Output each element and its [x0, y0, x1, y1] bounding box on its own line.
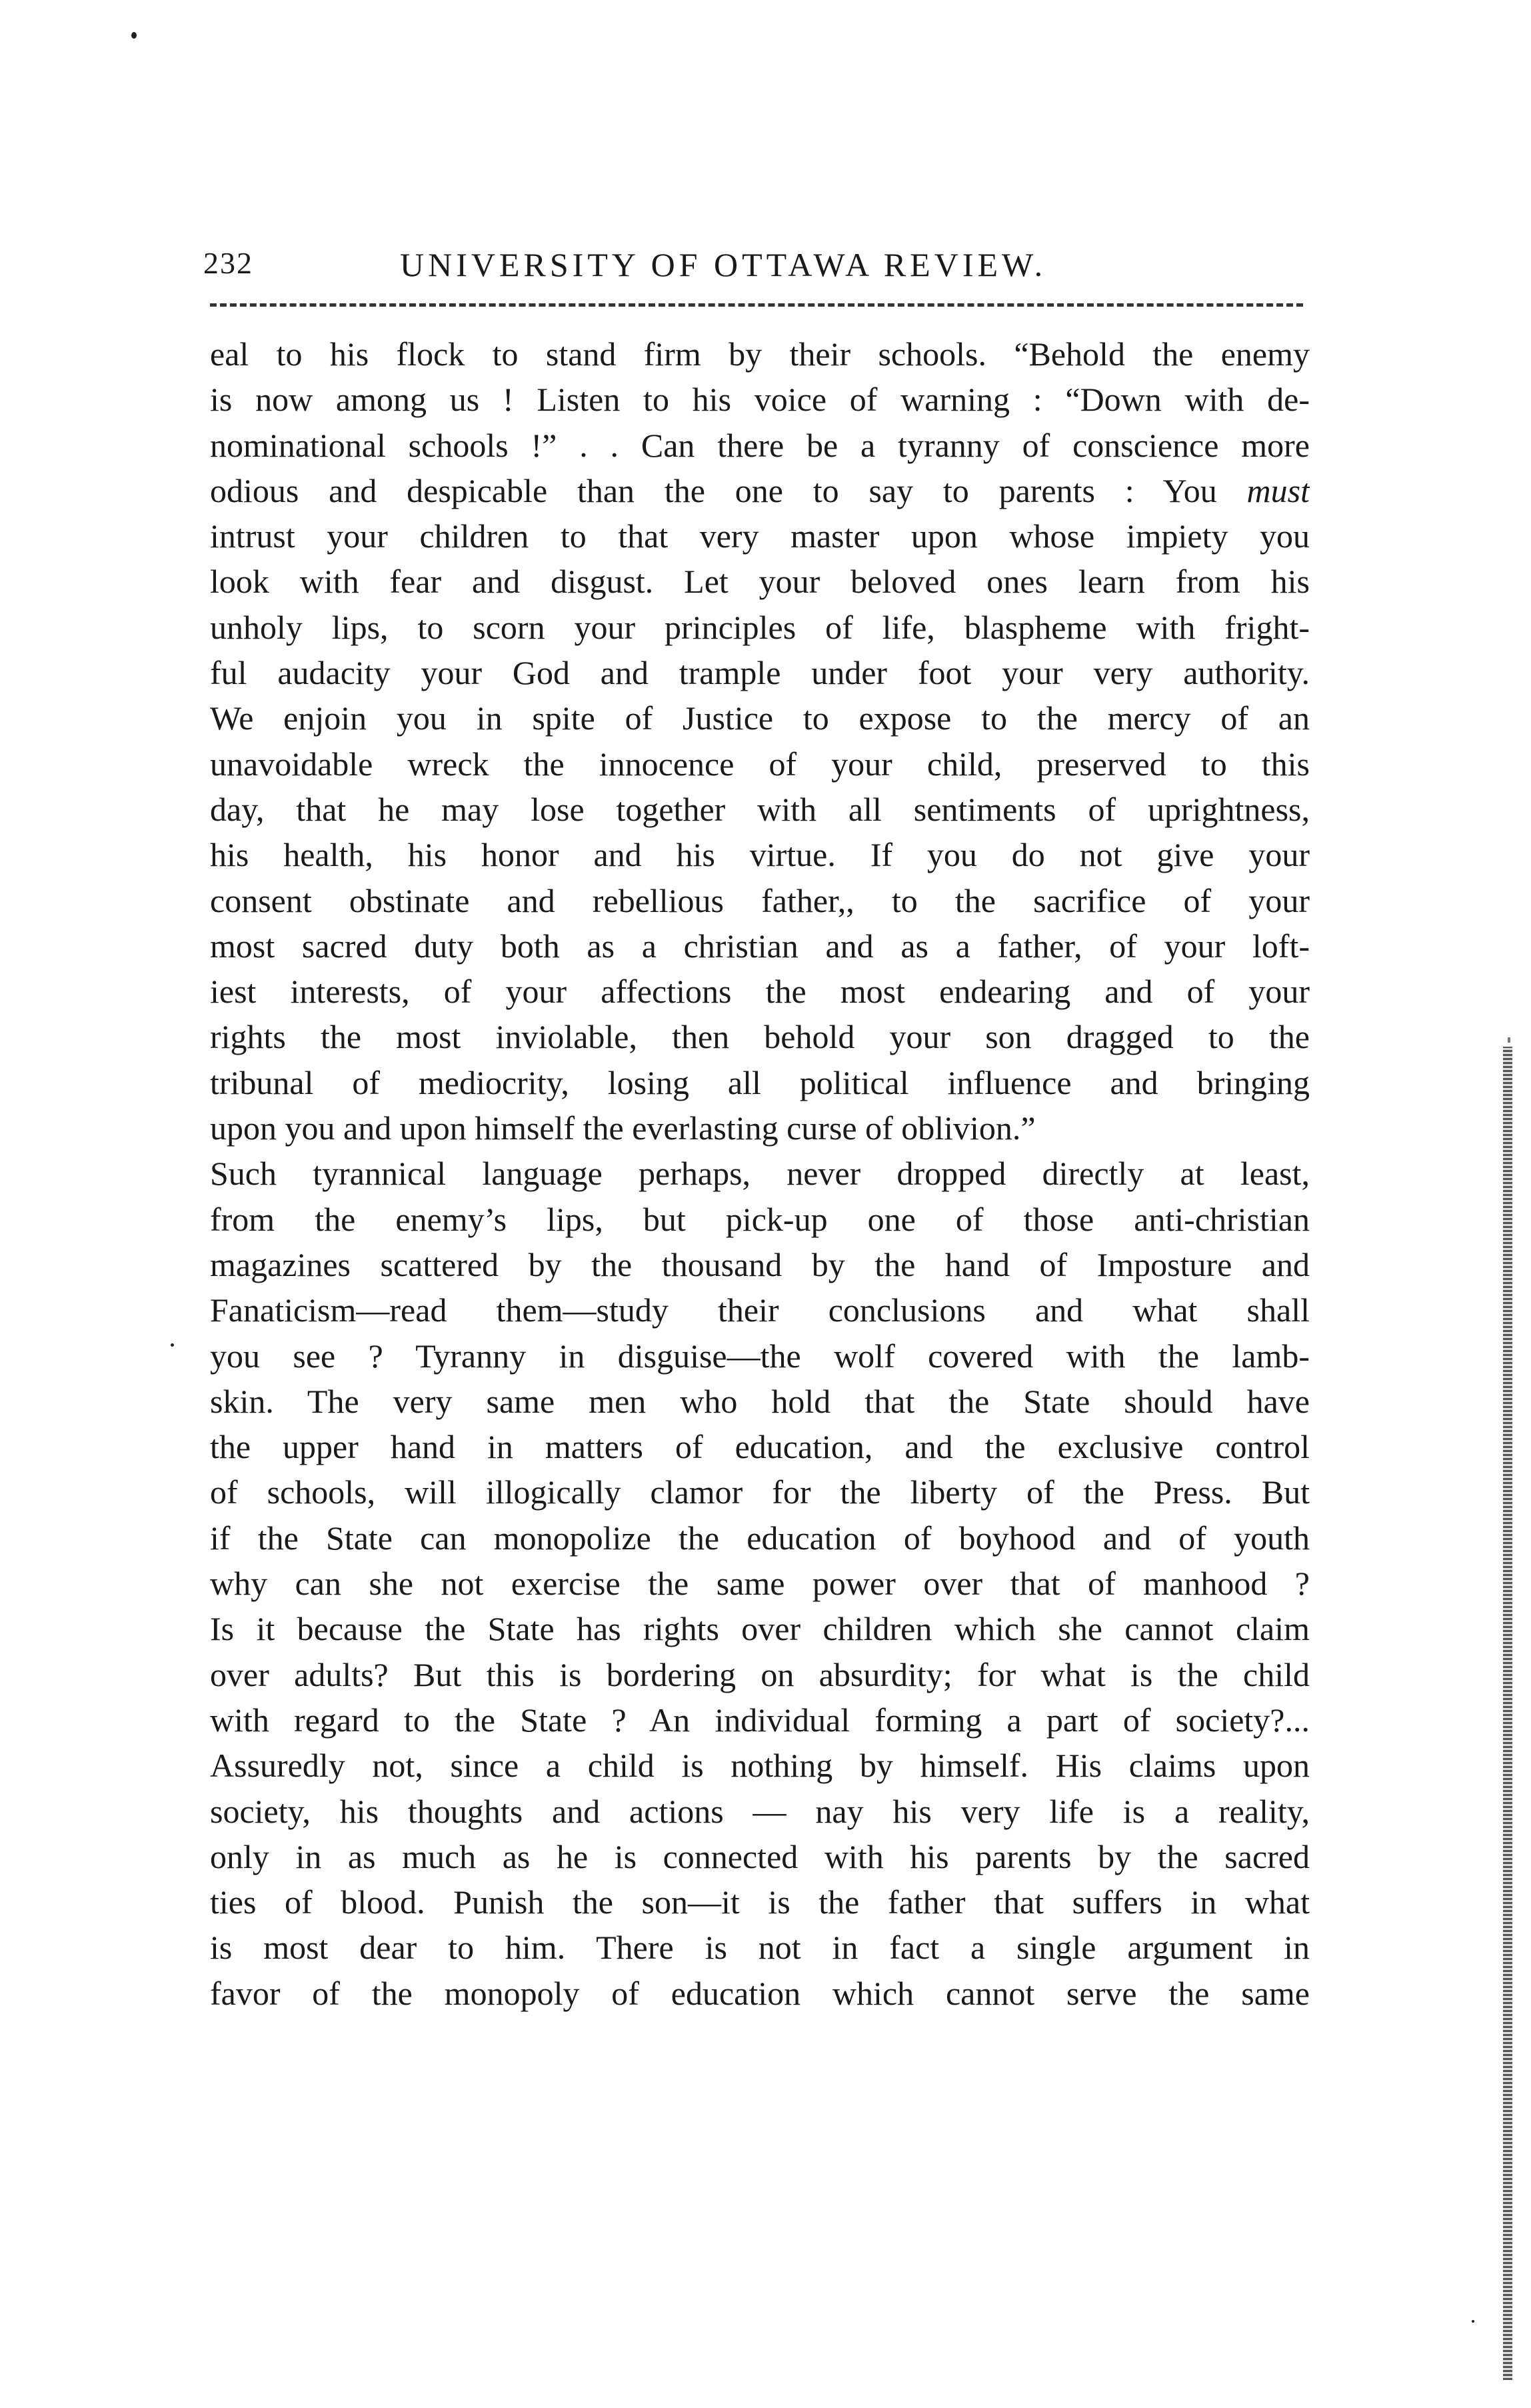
text-line: look with fear and disgust. Let your beloved ones learn from his	[210, 563, 1310, 601]
text-line: if the State can monopolize the education of boyhood and of youth	[210, 1519, 1310, 1557]
text-line: of schools, will illogically clamor for the liberty of the Press. But	[210, 1473, 1310, 1511]
emphasis: must	[1246, 471, 1310, 509]
text-line: over adults? But this is bordering on absurdity; for what is the child	[210, 1655, 1310, 1693]
text-line: most sacred duty both as a christian and as a father, of your loft-	[210, 927, 1310, 965]
text-line: with regard to the State ? An individual forming a part of society?...	[210, 1701, 1310, 1739]
text-line: favor of the monopoly of education which cannot serve the same	[210, 1974, 1310, 2012]
text-line: Fanaticism—read them—study their conclusions and what shall	[210, 1291, 1310, 1329]
page-edge-scan-artifact	[1503, 1047, 1512, 2380]
text-line: why can she not exercise the same power over that of manhood ?	[210, 1565, 1310, 1603]
text-line: Such tyrannical language perhaps, never dropped directly at least,	[210, 1155, 1310, 1193]
text-line: you see ? Tyranny in disguise—the wolf covered with the lamb-	[210, 1337, 1310, 1375]
ink-speck	[171, 1343, 174, 1347]
text-line: upon you and upon himself the everlasting curse of oblivion.”	[210, 1109, 1036, 1147]
text-line: odious and despicable than the one to say to parents : You must	[210, 471, 1310, 509]
ink-speck	[1472, 2320, 1474, 2323]
text-line: day, that he may lose together with all sentiments of uprightness,	[210, 790, 1310, 828]
text-line: is now among us ! Listen to his voice of warning : “Down with de-	[210, 381, 1310, 419]
text-line: Is it because the State has rights over children which she cannot claim	[210, 1610, 1310, 1648]
page-header	[203, 245, 1330, 292]
text-line: magazines scattered by the thousand by the hand of Imposture and	[210, 1245, 1310, 1283]
text-line: ful audacity your God and trample under foot your very authority.	[210, 654, 1310, 692]
text-line: Assuredly not, since a child is nothing by himself. His claims upon	[210, 1747, 1310, 1785]
text-line: iest interests, of your affections the most endearing and of your	[210, 973, 1310, 1011]
text-line: unavoidable wreck the innocence of your child, preserved to this	[210, 745, 1310, 783]
text-line: tribunal of mediocrity, losing all political influence and bringing	[210, 1063, 1310, 1101]
text-line: is most dear to him. There is not in fact a single argument in	[210, 1929, 1310, 1967]
text-line: his health, his honor and his virtue. If you do not give your	[210, 836, 1310, 874]
text-line: eal to his flock to stand firm by their schools. “Behold the enemy	[210, 335, 1310, 373]
text-line: We enjoin you in spite of Justice to expose to the mercy of an	[210, 699, 1310, 737]
text-line: unholy lips, to scorn your principles of life, blaspheme with fright-	[210, 608, 1310, 646]
page-number: 232	[203, 246, 253, 280]
header-rule	[210, 303, 1303, 307]
text-line: the upper hand in matters of education, and the exclusive control	[210, 1428, 1310, 1466]
text-line: only in as much as he is connected with his parents by the sacred	[210, 1837, 1310, 1875]
text-line: society, his thoughts and actions — nay his very life is a reality,	[210, 1792, 1310, 1830]
body-text	[210, 331, 1310, 2016]
text-line: rights the most inviolable, then behold your son dragged to the	[210, 1018, 1310, 1056]
text-line: consent obstinate and rebellious father,, to the sacrifice of your	[210, 881, 1310, 919]
text-line: nominational schools !” . . Can there be a tyranny of conscience more	[210, 426, 1310, 464]
text-line: intrust your children to that very master upon whose impiety you	[210, 517, 1310, 555]
ink-speck	[131, 32, 137, 39]
text-line: skin. The very same men who hold that the State should have	[210, 1382, 1310, 1420]
text-line: from the enemy’s lips, but pick-up one of those anti-christian	[210, 1200, 1310, 1238]
running-title: UNIVERSITY OF OTTAWA REVIEW.	[400, 246, 1047, 283]
text-line: ties of blood. Punish the son—it is the father that suffers in what	[210, 1883, 1310, 1921]
